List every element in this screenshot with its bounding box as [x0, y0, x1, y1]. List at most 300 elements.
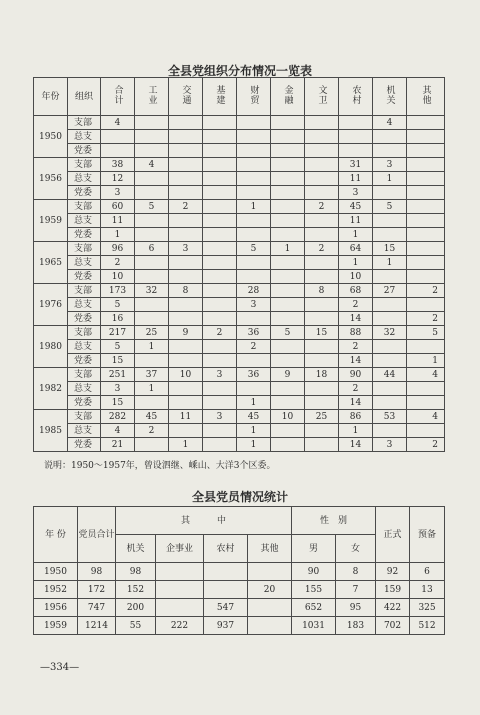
- value-cell: [407, 298, 445, 312]
- table-row: [34, 382, 445, 396]
- value-cell: [135, 116, 169, 130]
- value-cell: 3: [203, 368, 237, 382]
- value-cell: 200: [116, 599, 156, 617]
- value-cell: 10: [101, 270, 135, 284]
- value-cell: 8: [305, 284, 339, 298]
- value-cell: 11: [169, 410, 203, 424]
- table1-header-cell: [271, 78, 305, 116]
- org-cell: 总支: [68, 214, 101, 228]
- org-cell: 支部: [68, 368, 101, 382]
- value-cell: [407, 396, 445, 410]
- value-cell: [156, 599, 204, 617]
- table1-header-label: 组织: [74, 91, 93, 102]
- value-cell: [135, 396, 169, 410]
- value-cell: 282: [101, 410, 135, 424]
- value-cell: 1: [237, 200, 271, 214]
- value-cell: 1: [373, 256, 407, 270]
- value-cell: [407, 242, 445, 256]
- value-cell: 20: [248, 581, 292, 599]
- value-cell: [203, 270, 237, 284]
- table-row: [34, 172, 445, 186]
- value-cell: [407, 228, 445, 242]
- value-cell: 1: [407, 354, 445, 368]
- value-cell: 36: [237, 326, 271, 340]
- org-cell: 总支: [68, 256, 101, 270]
- value-cell: [407, 256, 445, 270]
- value-cell: 10: [271, 410, 305, 424]
- table1-header-cell: [339, 78, 373, 116]
- value-cell: 5: [101, 340, 135, 354]
- value-cell: [169, 256, 203, 270]
- value-cell: 937: [204, 617, 248, 635]
- value-cell: [203, 172, 237, 186]
- value-cell: 37: [135, 368, 169, 382]
- table1-header-cell: [101, 78, 135, 116]
- value-cell: [203, 424, 237, 438]
- header-gender: 性 别: [292, 507, 376, 535]
- value-cell: [203, 284, 237, 298]
- value-cell: 86: [339, 410, 373, 424]
- value-cell: 2: [407, 284, 445, 298]
- table1-header-cell: [169, 78, 203, 116]
- value-cell: 14: [339, 354, 373, 368]
- org-cell: 总支: [68, 298, 101, 312]
- value-cell: [101, 130, 135, 144]
- value-cell: [203, 214, 237, 228]
- value-cell: [407, 186, 445, 200]
- value-cell: 1959: [34, 617, 78, 635]
- value-cell: [169, 396, 203, 410]
- table-row: [34, 340, 445, 354]
- value-cell: 11: [101, 214, 135, 228]
- value-cell: [271, 158, 305, 172]
- year-cell: 1982: [34, 368, 68, 410]
- value-cell: [271, 354, 305, 368]
- value-cell: [237, 270, 271, 284]
- value-cell: [373, 354, 407, 368]
- value-cell: 4: [101, 424, 135, 438]
- header-total: 党员合计: [78, 507, 116, 563]
- value-cell: 45: [135, 410, 169, 424]
- value-cell: [203, 312, 237, 326]
- value-cell: 7: [336, 581, 376, 599]
- value-cell: [373, 424, 407, 438]
- value-cell: [237, 186, 271, 200]
- value-cell: 155: [292, 581, 336, 599]
- value-cell: 9: [271, 368, 305, 382]
- table-row: [34, 312, 445, 326]
- value-cell: 3: [373, 438, 407, 452]
- table-row: [34, 354, 445, 368]
- value-cell: [305, 130, 339, 144]
- year-cell: 1985: [34, 410, 68, 452]
- value-cell: [135, 354, 169, 368]
- value-cell: 2: [407, 312, 445, 326]
- org-cell: 总支: [68, 382, 101, 396]
- value-cell: 25: [135, 326, 169, 340]
- value-cell: [339, 130, 373, 144]
- table1-header-label: 合计: [112, 84, 123, 105]
- value-cell: [156, 581, 204, 599]
- value-cell: [169, 172, 203, 186]
- value-cell: [373, 228, 407, 242]
- value-cell: [305, 270, 339, 284]
- value-cell: [305, 256, 339, 270]
- org-cell: 支部: [68, 116, 101, 130]
- value-cell: 10: [169, 368, 203, 382]
- value-cell: 1: [237, 396, 271, 410]
- value-cell: 12: [101, 172, 135, 186]
- table1-header-label: 其他: [420, 84, 431, 105]
- value-cell: [203, 200, 237, 214]
- value-cell: 98: [116, 563, 156, 581]
- value-cell: [203, 340, 237, 354]
- value-cell: 1: [339, 256, 373, 270]
- table1-header-label: 机关: [384, 84, 395, 105]
- value-cell: 14: [339, 438, 373, 452]
- value-cell: [407, 382, 445, 396]
- value-cell: [248, 617, 292, 635]
- subheader-female: 女: [336, 535, 376, 563]
- value-cell: 15: [305, 326, 339, 340]
- value-cell: [204, 581, 248, 599]
- table1-header-label: 年份: [41, 91, 60, 102]
- value-cell: [203, 130, 237, 144]
- value-cell: [407, 270, 445, 284]
- value-cell: 15: [101, 396, 135, 410]
- value-cell: 88: [339, 326, 373, 340]
- party-member-table: [33, 506, 445, 635]
- table1-header-label: 农村: [350, 84, 361, 105]
- value-cell: [237, 144, 271, 158]
- value-cell: [305, 144, 339, 158]
- value-cell: 11: [339, 172, 373, 186]
- value-cell: 8: [336, 563, 376, 581]
- value-cell: [135, 228, 169, 242]
- value-cell: [237, 354, 271, 368]
- value-cell: 5: [271, 326, 305, 340]
- value-cell: [135, 144, 169, 158]
- value-cell: 2: [407, 438, 445, 452]
- value-cell: 2: [101, 256, 135, 270]
- org-cell: 支部: [68, 158, 101, 172]
- value-cell: 11: [339, 214, 373, 228]
- value-cell: [373, 130, 407, 144]
- value-cell: [203, 396, 237, 410]
- value-cell: [271, 228, 305, 242]
- value-cell: [271, 340, 305, 354]
- header-among: 其 中: [116, 507, 292, 535]
- table-row: [34, 563, 445, 581]
- value-cell: [373, 312, 407, 326]
- value-cell: 2: [339, 382, 373, 396]
- value-cell: 10: [339, 270, 373, 284]
- value-cell: [271, 200, 305, 214]
- value-cell: [135, 130, 169, 144]
- table1-header-label: 金融: [282, 84, 293, 105]
- value-cell: 2: [203, 326, 237, 340]
- value-cell: 325: [410, 599, 445, 617]
- value-cell: [305, 172, 339, 186]
- table1-header-cell: [68, 78, 101, 116]
- value-cell: [169, 298, 203, 312]
- value-cell: [135, 214, 169, 228]
- value-cell: 14: [339, 312, 373, 326]
- value-cell: [203, 158, 237, 172]
- org-cell: 总支: [68, 340, 101, 354]
- value-cell: [135, 186, 169, 200]
- value-cell: 5: [407, 326, 445, 340]
- value-cell: [271, 186, 305, 200]
- table-row: [34, 242, 445, 256]
- value-cell: 1: [101, 228, 135, 242]
- table-row: [34, 396, 445, 410]
- value-cell: [203, 298, 237, 312]
- value-cell: [237, 130, 271, 144]
- value-cell: 3: [169, 242, 203, 256]
- value-cell: 55: [116, 617, 156, 635]
- year-cell: 1959: [34, 200, 68, 242]
- table-row: [34, 130, 445, 144]
- value-cell: [135, 172, 169, 186]
- value-cell: [373, 396, 407, 410]
- value-cell: [169, 228, 203, 242]
- year-cell: 1980: [34, 326, 68, 368]
- table-row: [34, 228, 445, 242]
- value-cell: [271, 424, 305, 438]
- table1-header-cell: [407, 78, 445, 116]
- subheader-male: 男: [292, 535, 336, 563]
- value-cell: [203, 354, 237, 368]
- value-cell: 2: [135, 424, 169, 438]
- value-cell: [373, 270, 407, 284]
- value-cell: [203, 186, 237, 200]
- value-cell: 2: [305, 200, 339, 214]
- value-cell: 3: [339, 186, 373, 200]
- value-cell: 1: [135, 340, 169, 354]
- value-cell: 1031: [292, 617, 336, 635]
- value-cell: 90: [339, 368, 373, 382]
- value-cell: [203, 438, 237, 452]
- value-cell: 4: [101, 116, 135, 130]
- header-probationary: 预备: [410, 507, 445, 563]
- value-cell: [271, 438, 305, 452]
- table-row: [34, 186, 445, 200]
- table-row: [34, 368, 445, 382]
- value-cell: [237, 228, 271, 242]
- table-row: [34, 200, 445, 214]
- value-cell: [305, 438, 339, 452]
- table-row: [34, 256, 445, 270]
- value-cell: [407, 340, 445, 354]
- value-cell: 1: [373, 172, 407, 186]
- value-cell: [169, 116, 203, 130]
- table-row: [34, 617, 445, 635]
- value-cell: [169, 186, 203, 200]
- value-cell: [271, 284, 305, 298]
- value-cell: [169, 144, 203, 158]
- value-cell: 45: [339, 200, 373, 214]
- value-cell: [407, 158, 445, 172]
- table-row: [34, 116, 445, 130]
- value-cell: [248, 563, 292, 581]
- value-cell: 159: [376, 581, 410, 599]
- value-cell: 422: [376, 599, 410, 617]
- value-cell: [305, 298, 339, 312]
- table-row: [34, 326, 445, 340]
- value-cell: 1: [135, 382, 169, 396]
- value-cell: [271, 172, 305, 186]
- value-cell: [305, 158, 339, 172]
- value-cell: [407, 116, 445, 130]
- value-cell: [305, 312, 339, 326]
- value-cell: 32: [373, 326, 407, 340]
- value-cell: 21: [101, 438, 135, 452]
- table-row: [34, 270, 445, 284]
- value-cell: 5: [373, 200, 407, 214]
- value-cell: 96: [101, 242, 135, 256]
- value-cell: 1: [237, 438, 271, 452]
- value-cell: 15: [101, 354, 135, 368]
- value-cell: [203, 242, 237, 256]
- value-cell: 18: [305, 368, 339, 382]
- value-cell: 9: [169, 326, 203, 340]
- value-cell: [407, 214, 445, 228]
- value-cell: 152: [116, 581, 156, 599]
- table1-header-cell: [373, 78, 407, 116]
- value-cell: [237, 312, 271, 326]
- value-cell: [203, 228, 237, 242]
- value-cell: 45: [237, 410, 271, 424]
- org-cell: 党委: [68, 228, 101, 242]
- year-cell: 1965: [34, 242, 68, 284]
- org-cell: 支部: [68, 284, 101, 298]
- value-cell: [407, 144, 445, 158]
- value-cell: [271, 130, 305, 144]
- table1-header-cell: [203, 78, 237, 116]
- value-cell: [169, 214, 203, 228]
- value-cell: [407, 130, 445, 144]
- value-cell: [305, 396, 339, 410]
- org-cell: 党委: [68, 396, 101, 410]
- value-cell: 4: [135, 158, 169, 172]
- value-cell: [101, 144, 135, 158]
- value-cell: [203, 382, 237, 396]
- table-row: [34, 581, 445, 599]
- value-cell: 64: [339, 242, 373, 256]
- value-cell: [271, 144, 305, 158]
- value-cell: [373, 214, 407, 228]
- value-cell: 1: [237, 424, 271, 438]
- value-cell: [407, 424, 445, 438]
- org-cell: 党委: [68, 354, 101, 368]
- org-cell: 党委: [68, 438, 101, 452]
- value-cell: [156, 563, 204, 581]
- value-cell: 15: [373, 242, 407, 256]
- table1-title: 全县党组织分布情况一览表: [167, 64, 312, 78]
- org-cell: 党委: [68, 270, 101, 284]
- value-cell: 3: [203, 410, 237, 424]
- value-cell: 1: [339, 228, 373, 242]
- table-row: [34, 599, 445, 617]
- org-cell: 党委: [68, 312, 101, 326]
- value-cell: [169, 130, 203, 144]
- value-cell: [373, 382, 407, 396]
- year-cell: 1956: [34, 158, 68, 200]
- value-cell: 53: [373, 410, 407, 424]
- value-cell: 173: [101, 284, 135, 298]
- value-cell: 183: [336, 617, 376, 635]
- value-cell: 217: [101, 326, 135, 340]
- value-cell: [305, 116, 339, 130]
- value-cell: [271, 312, 305, 326]
- value-cell: [135, 256, 169, 270]
- value-cell: 4: [407, 368, 445, 382]
- value-cell: [237, 116, 271, 130]
- value-cell: [169, 312, 203, 326]
- table1-header-label: 财贸: [248, 84, 259, 105]
- value-cell: 60: [101, 200, 135, 214]
- value-cell: [305, 382, 339, 396]
- value-cell: 38: [101, 158, 135, 172]
- value-cell: 1: [339, 424, 373, 438]
- value-cell: 27: [373, 284, 407, 298]
- value-cell: [305, 186, 339, 200]
- value-cell: 3: [101, 382, 135, 396]
- value-cell: 3: [237, 298, 271, 312]
- value-cell: 95: [336, 599, 376, 617]
- value-cell: 1956: [34, 599, 78, 617]
- value-cell: 5: [135, 200, 169, 214]
- value-cell: 4: [407, 410, 445, 424]
- value-cell: 32: [135, 284, 169, 298]
- value-cell: 2: [339, 340, 373, 354]
- value-cell: [135, 298, 169, 312]
- value-cell: [373, 340, 407, 354]
- value-cell: [271, 396, 305, 410]
- value-cell: 31: [339, 158, 373, 172]
- table-row: [34, 214, 445, 228]
- value-cell: 4: [373, 116, 407, 130]
- value-cell: [204, 563, 248, 581]
- table1-header-cell: [34, 78, 68, 116]
- value-cell: 3: [101, 186, 135, 200]
- value-cell: [135, 270, 169, 284]
- year-cell: 1976: [34, 284, 68, 326]
- value-cell: [237, 256, 271, 270]
- table1-header-label: 交通: [180, 84, 191, 105]
- table-row: [34, 410, 445, 424]
- table2-title: 全县党员情况统计: [191, 490, 288, 504]
- value-cell: 44: [373, 368, 407, 382]
- org-cell: 支部: [68, 200, 101, 214]
- value-cell: 547: [204, 599, 248, 617]
- value-cell: 98: [78, 563, 116, 581]
- value-cell: [169, 354, 203, 368]
- value-cell: 172: [78, 581, 116, 599]
- value-cell: [305, 354, 339, 368]
- org-cell: 党委: [68, 186, 101, 200]
- value-cell: 13: [410, 581, 445, 599]
- value-cell: 2: [237, 340, 271, 354]
- subheader-other: 其他: [248, 535, 292, 563]
- subheader-organ: 机关: [116, 535, 156, 563]
- value-cell: [271, 116, 305, 130]
- subheader-enterprise: 企事业: [156, 535, 204, 563]
- year-cell: 1950: [34, 116, 68, 158]
- subheader-rural: 农村: [204, 535, 248, 563]
- value-cell: [305, 424, 339, 438]
